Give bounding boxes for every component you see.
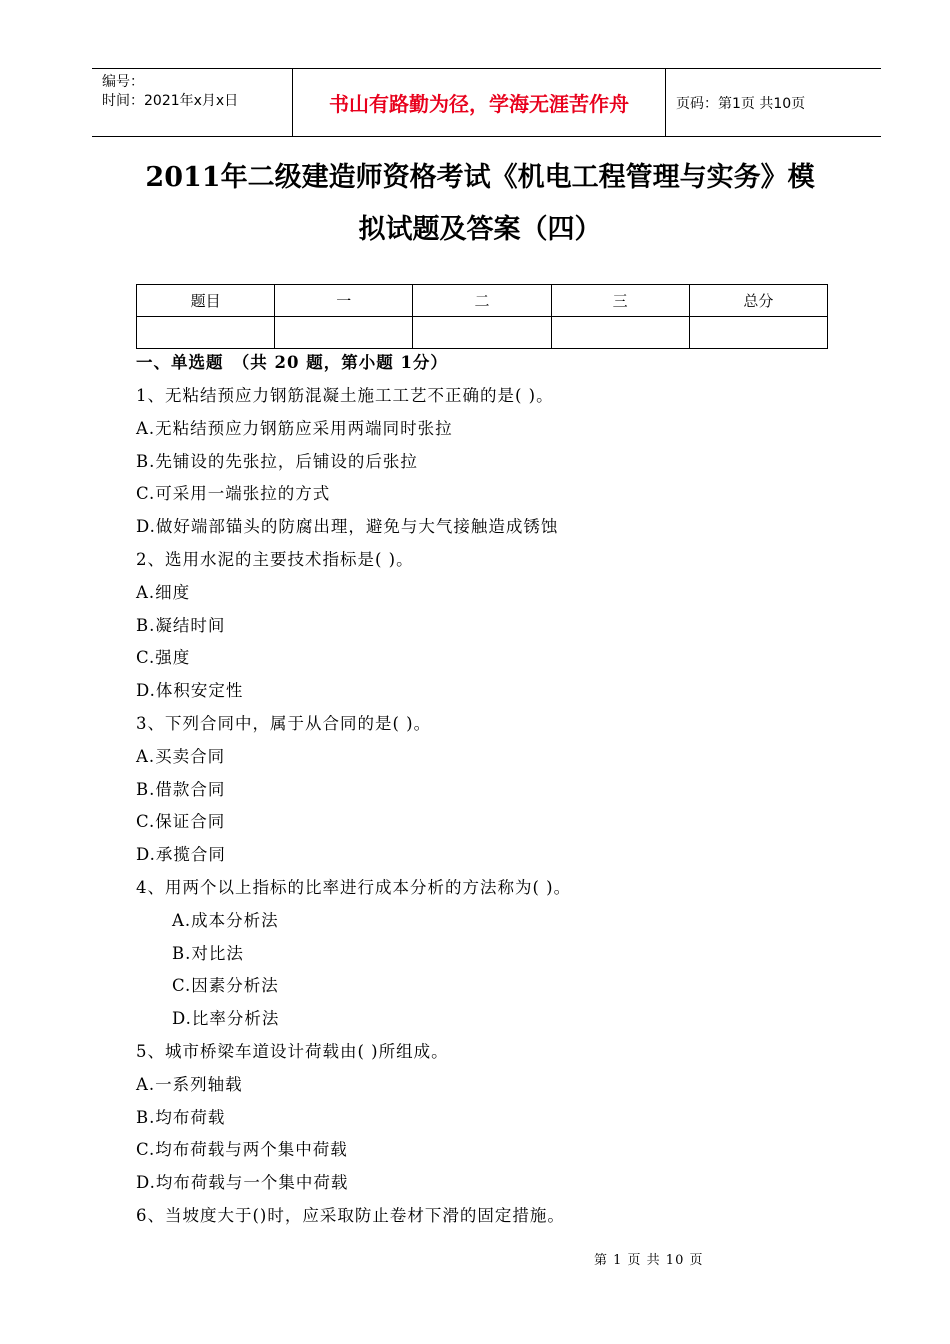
score-header-cell: 三 — [551, 285, 689, 317]
question-option: A.细度 — [136, 582, 191, 602]
score-value-cell — [689, 317, 827, 349]
question-option: B.对比法 — [172, 943, 244, 963]
page-footer: 第 1 页 共 10 页 — [594, 1253, 704, 1268]
header-motto: 书山有路勤为径，学海无涯苦作舟 — [293, 69, 666, 136]
score-table-header-row — [137, 285, 828, 317]
question-option: C.均布荷载与两个集中荷载 — [136, 1140, 348, 1160]
score-value-cell — [275, 317, 413, 349]
question-stem: 2、选用水泥的主要技术指标是( )。 — [136, 549, 414, 569]
header-meta — [92, 69, 293, 136]
question-option: D.体积安定性 — [136, 681, 244, 701]
question-option: C.可采用一端张拉的方式 — [136, 484, 331, 504]
question-option: A.成本分析法 — [172, 910, 279, 930]
score-value-cell — [137, 317, 275, 349]
page-header — [92, 68, 881, 137]
time-label: 时间：2021年x月x日 — [102, 93, 239, 109]
question-stem: 4、用两个以上指标的比率进行成本分析的方法称为( )。 — [136, 877, 572, 897]
question-option: C.强度 — [136, 648, 191, 668]
header-page-info: 页码：第1页 共10页 — [676, 95, 806, 112]
question-content — [136, 348, 856, 1233]
title-line-2: 拟试题及答案（四） — [358, 214, 602, 245]
question-option: D.比率分析法 — [172, 1009, 280, 1029]
question-stem: 3、下列合同中，属于从合同的是( )。 — [136, 713, 432, 733]
question-option: A.一系列轴载 — [136, 1074, 243, 1094]
number-label: 编号： — [102, 74, 144, 90]
score-table — [136, 284, 828, 349]
score-table-value-row — [137, 317, 828, 349]
score-value-cell — [413, 317, 551, 349]
section-heading: 一、单选题 （共 20 题，第小题 1分） — [136, 353, 448, 372]
score-header-cell: 题目 — [137, 285, 275, 317]
score-header-cell: 一 — [275, 285, 413, 317]
score-value-cell — [551, 317, 689, 349]
score-header-cell: 总分 — [689, 285, 827, 317]
question-stem: 5、城市桥梁车道设计荷载由( )所组成。 — [136, 1041, 449, 1061]
question-option: C.因素分析法 — [172, 976, 279, 996]
question-option: D.承揽合同 — [136, 845, 226, 865]
document-title — [100, 152, 860, 256]
question-option: D.均布荷载与一个集中荷载 — [136, 1173, 349, 1193]
question-option: A.买卖合同 — [136, 746, 226, 766]
title-line-1: 2011年二级建造师资格考试《机电工程管理与实务》模 — [145, 162, 815, 193]
question-option: C.保证合同 — [136, 812, 226, 832]
score-header-cell: 二 — [413, 285, 551, 317]
question-option: B.先铺设的先张拉，后铺设的后张拉 — [136, 451, 418, 471]
question-option: B.借款合同 — [136, 779, 226, 799]
question-stem: 6、当坡度大于()时，应采取防止卷材下滑的固定措施。 — [136, 1205, 565, 1225]
question-stem: 1、无粘结预应力钢筋混凝土施工工艺不正确的是( )。 — [136, 386, 554, 405]
question-option: D.做好端部锚头的防腐出理，避免与大气接触造成锈蚀 — [136, 517, 559, 537]
question-option: A.无粘结预应力钢筋应采用两端同时张拉 — [136, 418, 453, 438]
question-option: B.凝结时间 — [136, 615, 226, 635]
question-option: B.均布荷载 — [136, 1107, 226, 1127]
